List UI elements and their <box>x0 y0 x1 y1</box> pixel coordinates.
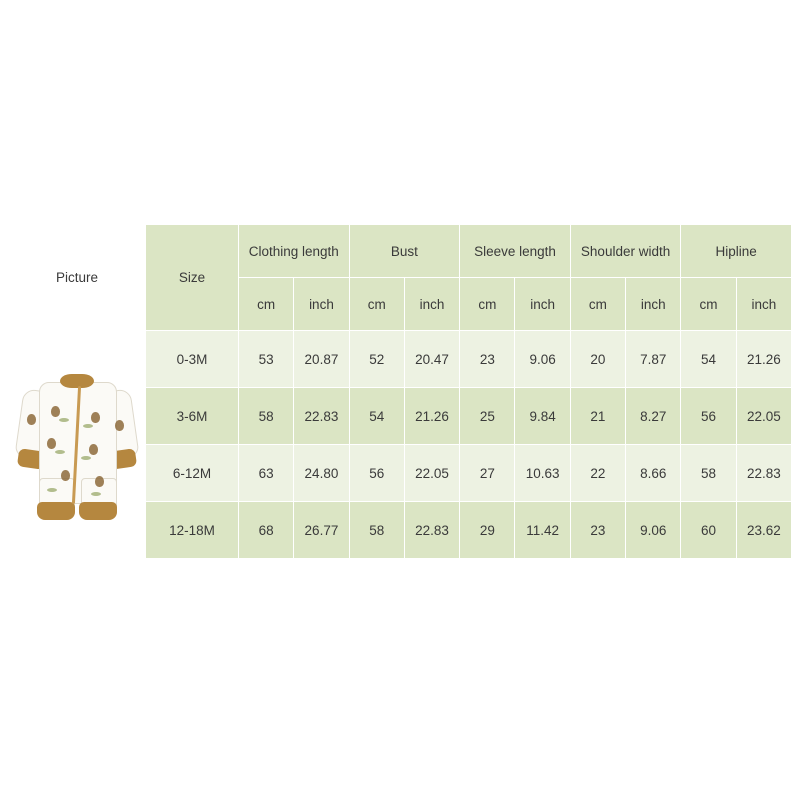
cell-shoulder-width-inch: 8.66 <box>626 445 681 502</box>
cell-clothing-length-cm: 63 <box>239 445 294 502</box>
cell-bust-cm: 56 <box>349 445 404 502</box>
header-hipline: Hipline <box>681 225 792 278</box>
cell-hipline-inch: 22.05 <box>736 388 791 445</box>
product-photo-cell <box>9 331 146 559</box>
header-picture: Picture <box>9 225 146 331</box>
cell-shoulder-width-inch: 8.27 <box>626 388 681 445</box>
header-clothing-length: Clothing length <box>239 225 350 278</box>
cell-bust-cm: 58 <box>349 502 404 559</box>
cell-size: 0-3M <box>146 331 239 388</box>
cell-hipline-cm: 56 <box>681 388 736 445</box>
unit-clothing-length-cm: cm <box>239 278 294 331</box>
cell-size: 6-12M <box>146 445 239 502</box>
cell-sleeve-length-cm: 27 <box>460 445 515 502</box>
cell-sleeve-length-inch: 11.42 <box>515 502 570 559</box>
unit-hipline-inch: inch <box>736 278 791 331</box>
cell-hipline-inch: 21.26 <box>736 331 791 388</box>
cell-clothing-length-cm: 68 <box>239 502 294 559</box>
cell-shoulder-width-cm: 22 <box>570 445 625 502</box>
table-header-row-groups <box>9 225 792 278</box>
unit-shoulder-width-cm: cm <box>570 278 625 331</box>
cell-shoulder-width-inch: 7.87 <box>626 331 681 388</box>
cell-hipline-cm: 60 <box>681 502 736 559</box>
cell-shoulder-width-cm: 20 <box>570 331 625 388</box>
cell-sleeve-length-inch: 10.63 <box>515 445 570 502</box>
cell-clothing-length-inch: 26.77 <box>294 502 349 559</box>
cell-clothing-length-cm: 58 <box>239 388 294 445</box>
cell-bust-inch: 20.47 <box>404 331 459 388</box>
cell-size: 12-18M <box>146 502 239 559</box>
cell-clothing-length-inch: 22.83 <box>294 388 349 445</box>
cell-sleeve-length-cm: 23 <box>460 331 515 388</box>
unit-sleeve-length-cm: cm <box>460 278 515 331</box>
cell-shoulder-width-inch: 9.06 <box>626 502 681 559</box>
unit-clothing-length-inch: inch <box>294 278 349 331</box>
unit-shoulder-width-inch: inch <box>626 278 681 331</box>
cell-shoulder-width-cm: 21 <box>570 388 625 445</box>
cell-size: 3-6M <box>146 388 239 445</box>
cell-hipline-inch: 23.62 <box>736 502 791 559</box>
cell-sleeve-length-inch: 9.84 <box>515 388 570 445</box>
cell-clothing-length-inch: 20.87 <box>294 331 349 388</box>
cell-bust-cm: 52 <box>349 331 404 388</box>
unit-bust-inch: inch <box>404 278 459 331</box>
cell-sleeve-length-cm: 25 <box>460 388 515 445</box>
cell-hipline-inch: 22.83 <box>736 445 791 502</box>
header-size: Size <box>146 225 239 331</box>
header-shoulder-width: Shoulder width <box>570 225 681 278</box>
cell-hipline-cm: 58 <box>681 445 736 502</box>
baby-romper-illustration <box>17 360 137 530</box>
cell-sleeve-length-inch: 9.06 <box>515 331 570 388</box>
unit-hipline-cm: cm <box>681 278 736 331</box>
cell-bust-inch: 21.26 <box>404 388 459 445</box>
unit-bust-cm: cm <box>349 278 404 331</box>
cell-hipline-cm: 54 <box>681 331 736 388</box>
size-chart-table <box>8 224 792 559</box>
cell-bust-inch: 22.83 <box>404 502 459 559</box>
cell-bust-inch: 22.05 <box>404 445 459 502</box>
cell-clothing-length-inch: 24.80 <box>294 445 349 502</box>
unit-sleeve-length-inch: inch <box>515 278 570 331</box>
cell-bust-cm: 54 <box>349 388 404 445</box>
cell-clothing-length-cm: 53 <box>239 331 294 388</box>
header-sleeve-length: Sleeve length <box>460 225 571 278</box>
size-chart-container <box>8 224 792 559</box>
header-bust: Bust <box>349 225 460 278</box>
cell-shoulder-width-cm: 23 <box>570 502 625 559</box>
cell-sleeve-length-cm: 29 <box>460 502 515 559</box>
table-row <box>9 331 792 388</box>
